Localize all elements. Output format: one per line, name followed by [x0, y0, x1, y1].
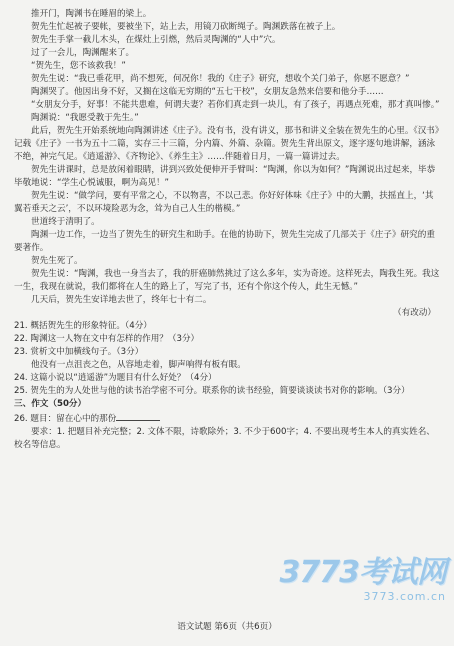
watermark-logo: 3773考试网	[279, 555, 446, 590]
site-watermark	[276, 556, 446, 612]
source-note: （有改动）	[393, 308, 436, 318]
question-24: 24. 这篇小说以“逍遥游”为题目有什么好处？（4分）	[14, 373, 217, 383]
story-line: 世道终于清明了。	[31, 217, 100, 227]
question-26-title	[14, 411, 440, 426]
story-line: 贺先生死了。	[31, 256, 83, 266]
story-line: “女朋友分手，好事！不能共患难，何谓夫妻？若你们真走到一块儿，有了孩子，再遇点死难，那才真叫惨。”	[31, 100, 440, 110]
question-23: 23. 赏析文中加横线句子。（3分）	[14, 347, 144, 357]
question-21: 21. 概括贺先生的形象特征。（4分）	[14, 321, 152, 331]
story-line: 贺先生说：“陶渊，我也一身当去了，我的肝癌肺然挑过了这么多年，实为奇迹。这样死去，陶我生死。我这一生，我现在就说，我们都将在人生的路上了，写完了书，还有个你这个传人，此生无憾。”	[14, 269, 440, 292]
story-line: 贺先生讲课时，总是放闲着眼睛，讲到兴致处便伸开手臂叫：“陶渊，你以为如何？”陶渊说出过起来，毕恭毕敬地说：“学生心悦诚服，啊为高见！”	[14, 165, 436, 188]
story-line: 贺先生说：“我已垂花甲，尚不想死，何况你！我的《庄子》研究，想收个关门弟子，你愿不愿意？”	[31, 74, 410, 84]
exam-page	[14, 8, 440, 452]
story-line: 几天后，贺先生安详地去世了，终年七十有二。	[31, 295, 212, 305]
page-footer: 语文试题 第6页（共6页）	[177, 622, 277, 632]
section-heading: 三、作文（50分）	[14, 399, 87, 409]
title-blank	[116, 411, 160, 421]
story-line: 陶渊说：“我愿受教于先生。”	[31, 113, 139, 123]
question-26-label: 26. 题目：留在心中的那份	[14, 414, 117, 424]
story-line: 陶渊一边工作，一边当了贺先生的研究生和助手。在他的协助下，贺先生完成了几部关于《庄子》研究的重要著作。	[14, 230, 435, 253]
question-23-sentence: 他没有一点沮丧之色，从容地走着，脚声响得有板有眼。	[31, 360, 246, 370]
question-25: 25. 贺先生的为人处世与他的读书治学密不可分。联系你的读书经验，简要谈谈读书对你的影响。（3分）	[14, 386, 410, 396]
essay-requirements: 要求：1. 把题目补充完整；2. 文体不限，诗歌除外；3. 不少于600字；4. 不要出现考生本人的真实姓名、校名等信息。	[14, 427, 435, 450]
story-line: 贺先生说：“做学问，要有平常之心，不以物喜，不以己悲。你好好体味《庄子》中的大鹏，扶摇直上，‘其翼若垂天之云’，不以环境险恶为念，耸为自己人生的楷模。”	[14, 191, 434, 214]
story-line: 贺先生忙起被子要帐，要被坐下，站上去，用镜刀砍断绳子。陶渊跌落在被子上。	[31, 22, 341, 32]
story-line: 过了一会儿，陶渊醒来了。	[31, 48, 135, 58]
story-line: 贺先生手掌一截儿木头，在煤灶上引燃，然后灵陶渊的“人中”穴。	[31, 35, 281, 45]
question-22: 22. 陶渊这一人物在文中有怎样的作用？（3分）	[14, 334, 200, 344]
story-line: “贺先生，您不该救我！”	[31, 61, 126, 71]
story-line: 推开门，陶渊书在睡眉的梁上。	[31, 9, 152, 19]
watermark-url: 3773.com.cn	[363, 590, 446, 603]
story-line: 陶渊哭了。他因出身不好，又搁在这临无穷期的“五七干校”，女朋友急然来信要和他分手……	[31, 87, 384, 97]
story-line: 此后，贺先生开始系统地向陶渊讲述《庄子》。没有书，没有讲义，那书和讲义全装在贺先生的心里。《汉书》记载《庄子》一书为五十二篇，实存三十三篇，分内篇、外篇、杂篇。贺先生背出原文，逐字逐句地讲解，涵泳不绝，神完气足。《逍遥游》、《齐物论》、《养生主》……伴随着日月，一篇一篇讲过去。	[14, 126, 440, 162]
